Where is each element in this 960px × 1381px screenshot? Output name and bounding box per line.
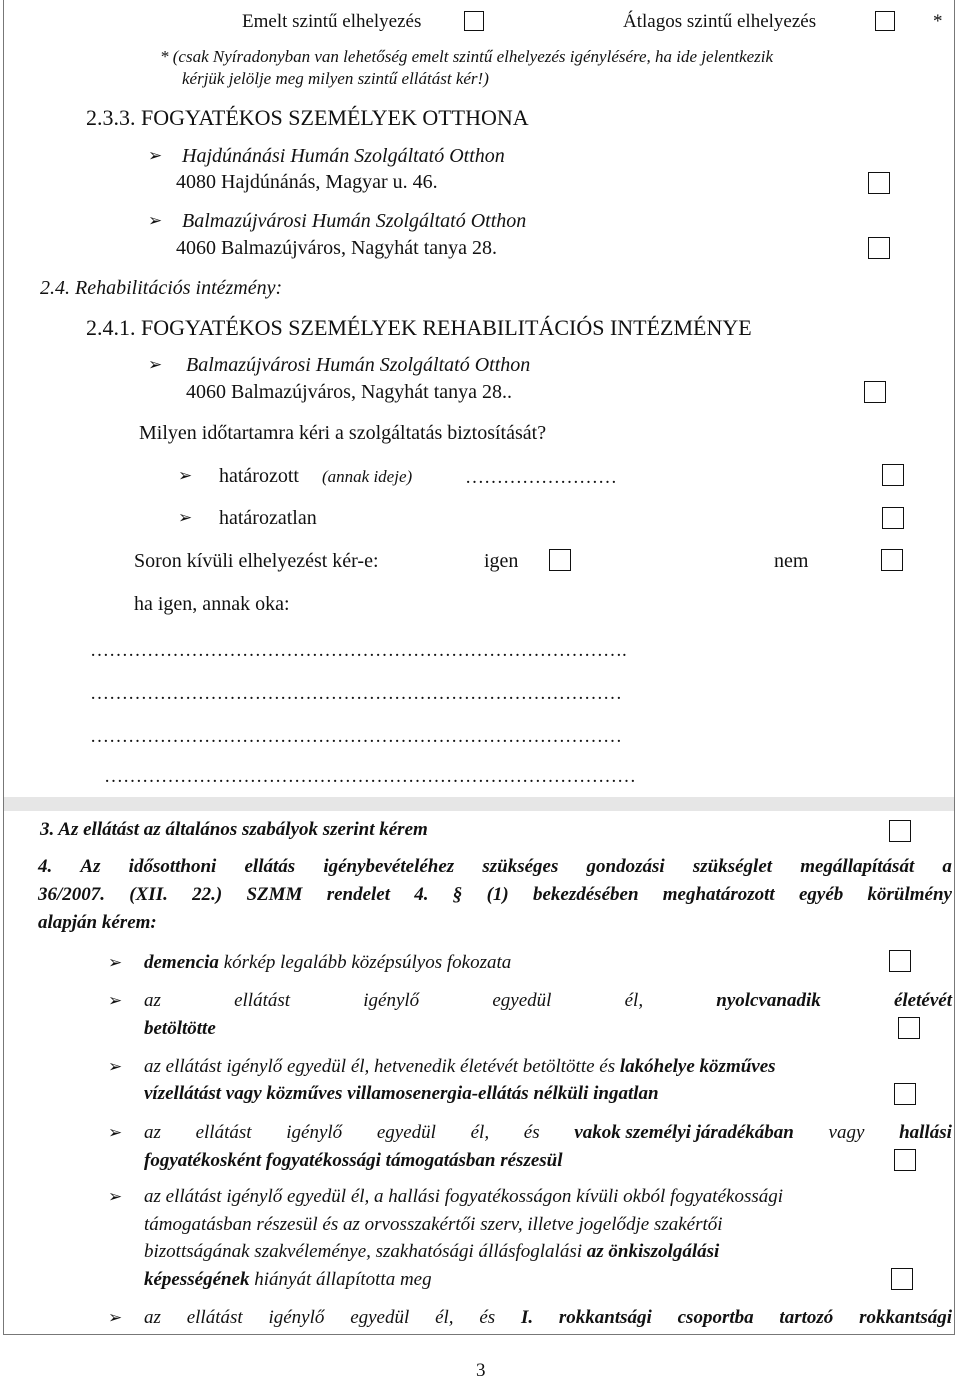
hajdunanas-name: Hajdúnánási Humán Szolgáltató Otthon [182,145,505,167]
urgent-no-label: nem [774,550,809,572]
arrow-bullet-icon: ➢ [148,211,163,231]
condition-1-checkbox[interactable] [889,950,911,972]
emelt-checkbox[interactable] [464,11,484,31]
section-3-text: 3. Az ellátást az általános szabályok szerint kérem [40,819,428,840]
condition-4-checkbox[interactable] [894,1149,916,1171]
condition-5-line-3: bizottságának szakvéleménye, szakhatósági állásfoglalási az önkiszolgálási [144,1241,720,1262]
duration-question: Milyen időtartamra kéri a szolgáltatás biztosítását? [139,422,547,444]
condition-3-line-2: vízellátást vagy közműves villamosenergia-ellátás nélküli ingatlan [144,1083,659,1104]
condition-3-checkbox[interactable] [894,1083,916,1105]
urgent-yes-label: igen [484,550,519,572]
emelt-label: Emelt szintű elhelyezés [242,11,422,32]
urgent-no-checkbox[interactable] [881,549,903,571]
condition-5-line-4: képességének hiányát állapította meg [144,1269,432,1290]
rehab-address: 4060 Balmazújváros, Nagyhát tanya 28.. [186,381,513,403]
note-line-2: kérjük jelölje meg milyen szintű ellátást kér!) [182,69,489,88]
section-4-line-3: alapján kérem: [38,912,157,933]
urgent-reason-label: ha igen, annak oka: [134,593,290,615]
condition-4-line-1: az ellátást igénylő egyedül él, és vakok személyi járadékában vagy hallási [144,1122,952,1143]
arrow-bullet-icon: ➢ [108,1308,123,1328]
section-241-heading: 2.4.1. FOGYATÉKOS SZEMÉLYEK REHABILITÁCIÓS INTÉZMÉNYE [86,315,752,340]
section-3-checkbox[interactable] [889,820,911,842]
condition-3-line-1: az ellátást igénylő egyedül él, hetvenedik életévét betöltötte és lakóhelye közműves [144,1056,776,1077]
arrow-bullet-icon: ➢ [108,1187,123,1207]
duration-indefinite-label: határozatlan [219,507,317,529]
arrow-bullet-icon: ➢ [108,1123,123,1143]
section-divider [4,797,954,811]
condition-4-line-2: fogyatékosként fogyatékossági támogatásban részesül [144,1150,563,1171]
reason-line-2[interactable]: ………………………………………………………………………… [90,684,622,703]
asterisk-mark: * [933,11,943,32]
condition-5-checkbox[interactable] [891,1268,913,1290]
section-24-heading: 2.4. Rehabilitációs intézmény: [40,277,283,299]
duration-fixed-hint: (annak ideje) [322,467,413,486]
hajdunanas-address: 4080 Hajdúnánás, Magyar u. 46. [176,171,438,193]
condition-5-line-1: az ellátást igénylő egyedül él, a hallási fogyatékosságon kívüli okból fogyatékossági [144,1186,784,1207]
urgent-yes-checkbox[interactable] [549,549,571,571]
arrow-bullet-icon: ➢ [108,1057,123,1077]
arrow-bullet-icon: ➢ [108,953,123,973]
duration-fixed-label: határozott [219,465,299,487]
balmazujvaros-address: 4060 Balmazújváros, Nagyhát tanya 28. [176,237,498,259]
arrow-bullet-icon: ➢ [108,991,123,1011]
note-line-1: * (csak Nyíradonyban van lehetőség emelt szintű elhelyezés igénylésére, ha ide jelentkezik [160,47,774,66]
reason-line-3[interactable]: ………………………………………………………………………… [90,727,622,746]
balmazujvaros-name: Balmazújvárosi Humán Szolgáltató Otthon [182,210,527,232]
atlagos-label: Átlagos szintű elhelyezés [623,11,817,32]
urgent-label: Soron kívüli elhelyezést kér-e: [134,550,379,572]
reason-line-4[interactable]: ………………………………………………………………………… [104,767,636,786]
condition-1-text: demencia kórkép legalább középsúlyos fokozata [144,952,512,973]
condition-2-line-2: betöltötte [144,1018,216,1039]
reason-line-1[interactable]: …………………………………………………………………………. [90,641,627,660]
section-4-line-1: 4. Az idősotthoni ellátás igénybevételéhez szükséges gondozási szükséglet megállapítását a [38,856,952,877]
condition-5-line-2: támogatásban részesül és az orvosszakértői szerv, illetve jogelődje szakértői [144,1214,723,1235]
duration-indefinite-checkbox[interactable] [882,507,904,529]
duration-fixed-checkbox[interactable] [882,464,904,486]
section-4-line-2: 36/2007. (XII. 22.) SZMM rendelet 4. § (1) bekezdésében meghatározott egyéb körülmény [38,884,952,905]
hajdunanas-checkbox[interactable] [868,172,890,194]
rehab-name: Balmazújvárosi Humán Szolgáltató Otthon [186,354,531,376]
condition-6-line-1: az ellátást igénylő egyedül él, és I. rokkantsági csoportba tartozó rokkantsági [144,1307,952,1328]
section-233-heading: 2.3.3. FOGYATÉKOS SZEMÉLYEK OTTHONA [86,105,529,130]
arrow-bullet-icon: ➢ [178,466,193,486]
condition-2-line-1: az ellátást igénylő egyedül él, nyolcvanadik életévét [144,990,952,1011]
page-number: 3 [476,1360,486,1381]
balmazujvaros-checkbox[interactable] [868,237,890,259]
arrow-bullet-icon: ➢ [178,508,193,528]
duration-fixed-field[interactable]: …………………… [465,468,617,487]
rehab-checkbox[interactable] [864,381,886,403]
condition-2-checkbox[interactable] [898,1017,920,1039]
arrow-bullet-icon: ➢ [148,355,163,375]
arrow-bullet-icon: ➢ [148,146,163,166]
atlagos-checkbox[interactable] [875,11,895,31]
